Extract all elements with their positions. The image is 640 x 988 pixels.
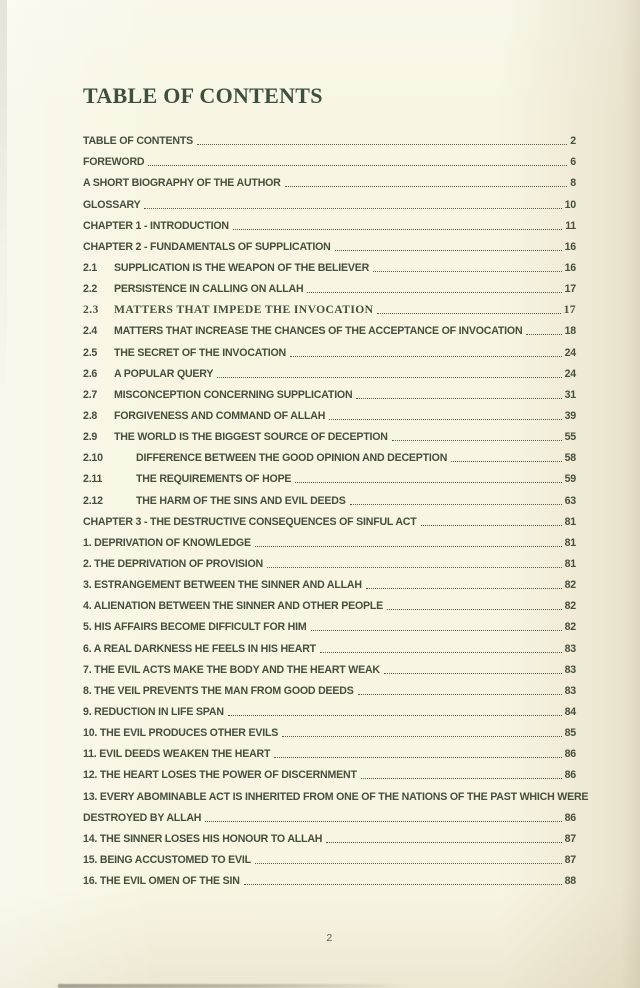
dot-leader (392, 440, 562, 441)
toc-entry-page: 16 (564, 240, 576, 253)
dot-leader (295, 482, 561, 483)
toc-entry (83, 866, 576, 887)
toc-entry-page: 83 (564, 642, 576, 655)
dot-leader (421, 525, 562, 526)
toc-entry-number: 2.12 (83, 494, 103, 507)
dot-leader (205, 821, 561, 822)
toc-entry-label: 4. ALIENATION BETWEEN THE SINNER AND OTHER PEOPLE (83, 600, 383, 613)
toc-entry-number: 2.11 (83, 473, 103, 486)
toc-entry-label: A POPULAR QUERY (114, 367, 214, 380)
toc-entry-label: 1. DEPRIVATION OF KNOWLEDGE (83, 536, 251, 549)
dot-leader (255, 546, 562, 547)
toc-entry-label: 5. HIS AFFAIRS BECOME DIFFICULT FOR HIM (83, 621, 307, 634)
toc-entry-label: THE REQUIREMENTS OF HOPE (136, 473, 292, 486)
toc-entry-page: 83 (564, 684, 576, 697)
toc-entry-number: 2.9 (83, 431, 98, 444)
toc-entry (83, 316, 576, 337)
toc-entry (83, 211, 576, 232)
toc-entry (83, 676, 576, 697)
toc-entry-label: 7. THE EVIL ACTS MAKE THE BODY AND THE HEART WEAK (83, 663, 380, 676)
toc-entry-label: CHAPTER 3 - THE DESTRUCTIVE CONSEQUENCES OF SINFUL ACT (83, 515, 417, 528)
dot-leader (290, 356, 562, 357)
toc-entry-label: MISCONCEPTION CONCERNING SUPPLICATION (114, 388, 353, 401)
toc-entry-label: 11. EVIL DEEDS WEAKEN THE HEART (83, 748, 271, 761)
dot-leader (329, 419, 561, 420)
toc-entry (83, 232, 576, 253)
toc-entry (83, 168, 576, 189)
toc-entry-page: 86 (564, 811, 576, 824)
toc-entry-page: 24 (564, 367, 576, 380)
dot-leader (307, 292, 561, 293)
toc-entry (83, 253, 576, 274)
toc-entry-page: 2 (570, 135, 576, 148)
dot-leader (526, 334, 561, 335)
toc-entry-label: 2. THE DEPRIVATION OF PROVISION (83, 557, 263, 570)
toc-entry (83, 359, 576, 380)
dot-leader (311, 630, 562, 631)
toc-entry-page: 16 (564, 261, 576, 274)
toc-entry-page: 11 (565, 219, 576, 232)
toc-entry (83, 824, 576, 845)
dot-leader (255, 863, 562, 864)
toc-entry-number: 2.6 (83, 367, 98, 380)
toc-entry-page: 81 (564, 515, 576, 528)
toc-entry-label: DIFFERENCE BETWEEN THE GOOD OPINION AND DECEPTION (136, 452, 448, 465)
toc-entry-number: 2.7 (83, 388, 98, 401)
scan-edge-shadow-left (0, 0, 7, 420)
toc-entry (83, 591, 576, 612)
toc-entry-label: 9. REDUCTION IN LIFE SPAN (83, 705, 224, 718)
toc-entry-label: CHAPTER 2 - FUNDAMENTALS OF SUPPLICATION (83, 240, 331, 253)
page-title: TABLE OF CONTENTS (83, 83, 323, 108)
toc-entry (83, 718, 576, 739)
toc-entry (83, 760, 576, 781)
dot-leader (244, 884, 562, 885)
toc-entry-label: MATTERS THAT IMPEDE THE INVOCATION (114, 303, 374, 317)
dot-leader (326, 842, 561, 843)
toc-entry (83, 697, 576, 718)
toc-entry (83, 337, 576, 358)
toc-entry-label: 14. THE SINNER LOSES HIS HONOUR TO ALLAH (83, 832, 323, 845)
toc-entry-number: 2.10 (83, 452, 103, 465)
dot-leader (356, 398, 561, 399)
toc-entry (83, 612, 576, 633)
toc-entry-label: 6. A REAL DARKNESS HE FEELS IN HIS HEART (83, 642, 316, 655)
toc-entry-page: 55 (564, 431, 576, 444)
toc-entry (83, 401, 576, 422)
dot-leader (148, 165, 567, 166)
dot-leader (217, 377, 561, 378)
toc-entry (83, 633, 576, 654)
dot-leader (197, 144, 567, 145)
toc-entry-page: 83 (564, 663, 576, 676)
toc-entry-label: 15. BEING ACCUSTOMED TO EVIL (83, 853, 251, 866)
dot-leader (267, 567, 562, 568)
page-number: 2 (326, 932, 333, 944)
toc-entry (83, 845, 576, 866)
toc-entry-number: 2.4 (83, 325, 98, 338)
toc-entry (83, 189, 576, 210)
toc-entry-label: FORGIVENESS AND COMMAND OF ALLAH (114, 409, 326, 422)
toc-entry-page: 87 (564, 853, 576, 866)
toc-entry (83, 295, 576, 316)
toc-entry-page: 59 (564, 473, 576, 486)
toc-entry-label: 10. THE EVIL PRODUCES OTHER EVILS (83, 727, 279, 740)
toc-entry-page: 81 (564, 557, 576, 570)
dot-leader (233, 229, 562, 230)
toc-entry (83, 126, 576, 147)
toc-entry-page: 10 (564, 198, 576, 211)
toc-entry (83, 147, 576, 168)
dot-leader (387, 609, 562, 610)
toc-entry (83, 443, 576, 464)
toc-entry (83, 549, 576, 570)
toc-entry-label: SUPPLICATION IS THE WEAPON OF THE BELIEVER (114, 261, 370, 274)
toc-entry-number: 2.8 (83, 409, 98, 422)
toc-entry-label: THE WORLD IS THE BIGGEST SOURCE OF DECEPTION (114, 431, 388, 444)
toc-entry-label: 3. ESTRANGEMENT BETWEEN THE SINNER AND ALLAH (83, 579, 362, 592)
toc-entry-page: 17 (564, 283, 576, 296)
toc-entry-page: 6 (570, 156, 576, 169)
dot-leader (274, 757, 561, 758)
toc-entry-number: 2.2 (83, 283, 98, 296)
toc-entry (83, 528, 576, 549)
toc-entry-label: 12. THE HEART LOSES THE POWER OF DISCERNMENT (83, 769, 357, 782)
toc-entry-page: 39 (564, 409, 576, 422)
toc-entry-label: DESTROYED BY ALLAH (83, 811, 202, 824)
dot-leader (451, 461, 561, 462)
toc-entry-label: A SHORT BIOGRAPHY OF THE AUTHOR (83, 177, 281, 190)
toc-list (83, 126, 589, 888)
toc-entry-page: 24 (564, 346, 576, 359)
dot-leader (373, 271, 562, 272)
toc-entry (83, 655, 576, 676)
toc-entry-page: 88 (564, 875, 576, 888)
dot-leader (144, 208, 561, 209)
toc-entry-number: 2.3 (83, 303, 99, 317)
toc-entry-page: 17 (563, 303, 576, 317)
toc-entry (83, 507, 576, 528)
toc-entry-page: 87 (564, 832, 576, 845)
toc-entry (83, 422, 576, 443)
dot-leader (320, 652, 562, 653)
toc-entry-page: 81 (564, 536, 576, 549)
toc-entry-label: MATTERS THAT INCREASE THE CHANCES OF THE ACCEPTANCE OF INVOCATION (114, 325, 523, 338)
toc-entry-label: 16. THE EVIL OMEN OF THE SIN (83, 875, 240, 888)
toc-entry-page: 84 (564, 705, 576, 718)
toc-entry-page: 82 (564, 579, 576, 592)
toc-entry (83, 380, 576, 401)
toc-entry-page: 63 (564, 494, 576, 507)
toc-entry (83, 485, 576, 506)
dot-leader (377, 313, 560, 314)
toc-entry-page: 18 (564, 325, 576, 338)
toc-entry-label: FOREWORD (83, 156, 145, 169)
toc-entry-page: 31 (564, 388, 576, 401)
toc-entry-number: 2.5 (83, 346, 98, 359)
dot-leader (285, 186, 568, 187)
dot-leader (228, 715, 562, 716)
toc-entry (83, 781, 589, 803)
toc-entry-page: 82 (564, 600, 576, 613)
dot-leader (282, 736, 561, 737)
toc-entry-label: 13. EVERY ABOMINABLE ACT IS INHERITED FROM ONE OF THE NATIONS OF THE PAST WHICH WERE (83, 790, 589, 803)
toc-entry (83, 570, 576, 591)
toc-entry-page: 58 (564, 452, 576, 465)
dot-leader (335, 250, 562, 251)
toc-entry (83, 739, 576, 760)
toc-entry-page: 85 (564, 727, 576, 740)
toc-entry-label: PERSISTENCE IN CALLING ON ALLAH (114, 283, 304, 296)
scan-edge-shadow-bottom (58, 984, 408, 988)
toc-entry-page: 82 (564, 621, 576, 634)
toc-entry-page: 86 (564, 748, 576, 761)
toc-entry-label: TABLE OF CONTENTS (83, 135, 193, 148)
toc-entry-label: GLOSSARY (83, 198, 141, 211)
toc-entry-label: 8. THE VEIL PREVENTS THE MAN FROM GOOD DEEDS (83, 684, 354, 697)
toc-entry-label: CHAPTER 1 - INTRODUCTION (83, 219, 229, 232)
toc-entry (83, 274, 576, 295)
toc-entry-label: THE HARM OF THE SINS AND EVIL DEEDS (136, 494, 346, 507)
dot-leader (384, 673, 562, 674)
toc-entry-number: 2.1 (83, 261, 98, 274)
dot-leader (350, 504, 562, 505)
toc-entry-page: 8 (570, 177, 576, 190)
dot-leader (358, 694, 562, 695)
toc-entry (83, 464, 576, 485)
toc-entry-page: 86 (564, 769, 576, 782)
dot-leader (366, 588, 562, 589)
dot-leader (361, 778, 562, 779)
toc-entry-label: THE SECRET OF THE INVOCATION (114, 346, 286, 359)
toc-entry (83, 803, 576, 824)
